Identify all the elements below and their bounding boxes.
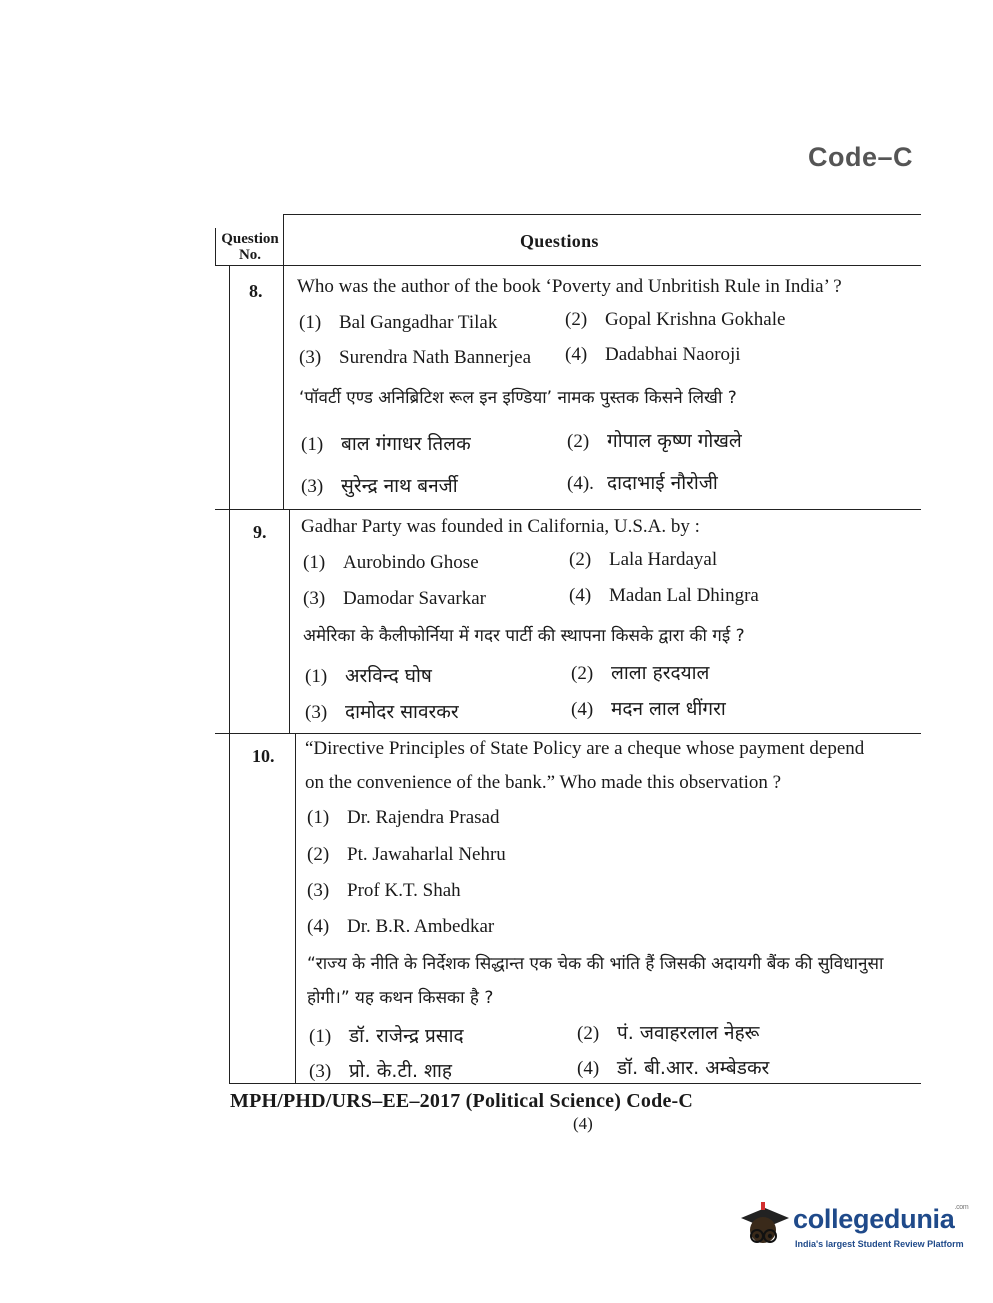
option-en-3: (3) Prof K.T. Shah	[307, 880, 461, 901]
option-en-2: (2) Pt. Jawaharlal Nehru	[307, 844, 506, 865]
page-number: (4)	[573, 1114, 593, 1133]
option-hi-2: (2) गोपाल कृष्ण गोखले	[567, 430, 742, 452]
logo-wordmark: collegedunia$^{.com}$	[793, 1204, 969, 1234]
col-rule-b	[289, 509, 290, 733]
option-en-2: (2) Gopal Krishna Gokhale	[565, 309, 786, 330]
col-rule-c	[295, 733, 296, 1083]
option-hi-4: (4) डॉ. बी.आर. अम्बेडकर	[577, 1057, 770, 1079]
question-text: Gadhar Party was founded in California, U.S.A. by :	[301, 516, 700, 537]
option-hi-3: (3) प्रो. के.टी. शाह	[309, 1060, 452, 1082]
table-left-rule	[229, 265, 230, 1083]
header-rule	[215, 265, 921, 266]
option-hi-4: (4). दादाभाई नौरोजी	[567, 472, 718, 494]
option-en-3: (3) Surendra Nath Bannerjea	[299, 347, 532, 368]
option-hi-1: (1) बाल गंगाधर तिलक	[301, 433, 471, 455]
option-en-2: (2) Lala Hardayal	[569, 549, 718, 570]
option-hi-3: (3) सुरेन्द्र नाथ बनर्जी	[301, 475, 458, 497]
option-en-1: (1) Aurobindo Ghose	[303, 552, 479, 573]
row-rule-9	[215, 733, 921, 734]
option-en-3: (3) Damodar Savarkar	[303, 588, 486, 609]
exam-footer: MPH/PHD/URS–EE–2017 (Political Science) Code-C	[230, 1090, 694, 1112]
option-hi-2: (2) लाला हरदयाल	[571, 662, 710, 684]
option-en-1: (1) Bal Gangadhar Tilak	[299, 312, 498, 333]
table-bottom-rule	[229, 1083, 921, 1084]
question-text-hindi-line-2: होगी।” यह कथन किसका है ?	[307, 988, 494, 1008]
option-hi-1: (1) डॉ. राजेन्द्र प्रसाद	[309, 1025, 464, 1047]
header-questions: Questions	[520, 231, 599, 251]
question-text-hindi: ‘पॉवर्टी एण्ड अनिब्रिटिश रूल इन इण्डिया’ नामक पुस्तक किसने लिखी ?	[299, 388, 737, 408]
question-text-line-1: “Directive Principles of State Policy are a cheque whose payment depend	[305, 738, 865, 759]
option-en-4: (4) Dr. B.R. Ambedkar	[307, 916, 495, 937]
mascot-icon	[735, 1196, 791, 1252]
option-hi-2: (2) पं. जवाहरलाल नेहरू	[577, 1022, 760, 1044]
question-table	[215, 214, 921, 1094]
option-en-4: (4) Madan Lal Dhingra	[569, 585, 759, 606]
logo-tagline: India's largest Student Review Platform	[795, 1239, 964, 1249]
question-text-hindi: अमेरिका के कैलीफोर्निया में गदर पार्टी की स्थापना किसके द्वारा की गई ?	[303, 626, 745, 646]
option-hi-3: (3) दामोदर सावरकर	[305, 701, 459, 723]
option-hi-1: (1) अरविन्द घोष	[305, 665, 432, 687]
header-question-no: Question No.	[221, 231, 279, 263]
option-en-1: (1) Dr. Rajendra Prasad	[307, 807, 500, 828]
question-text: Who was the author of the book ‘Poverty and Unbritish Rule in India’ ?	[297, 276, 842, 297]
code-label: Code–C	[808, 142, 914, 172]
question-number: 8.	[249, 281, 263, 301]
question-number: 9.	[253, 522, 267, 542]
question-text-line-2: on the convenience of the bank.” Who made this observation ?	[305, 772, 782, 793]
row-rule-8	[215, 509, 921, 510]
table-top-rule	[283, 214, 921, 215]
question-text-hindi-line-1: “राज्य के नीति के निर्देशक सिद्धान्त एक चेक की भांति हैं जिसकी अदायगी बैंक की सुविधानुसा	[307, 954, 884, 974]
option-en-4: (4) Dadabhai Naoroji	[565, 344, 741, 365]
option-hi-4: (4) मदन लाल धींगरा	[571, 698, 726, 720]
question-number: 10.	[252, 746, 275, 766]
collegedunia-logo	[735, 1196, 969, 1256]
